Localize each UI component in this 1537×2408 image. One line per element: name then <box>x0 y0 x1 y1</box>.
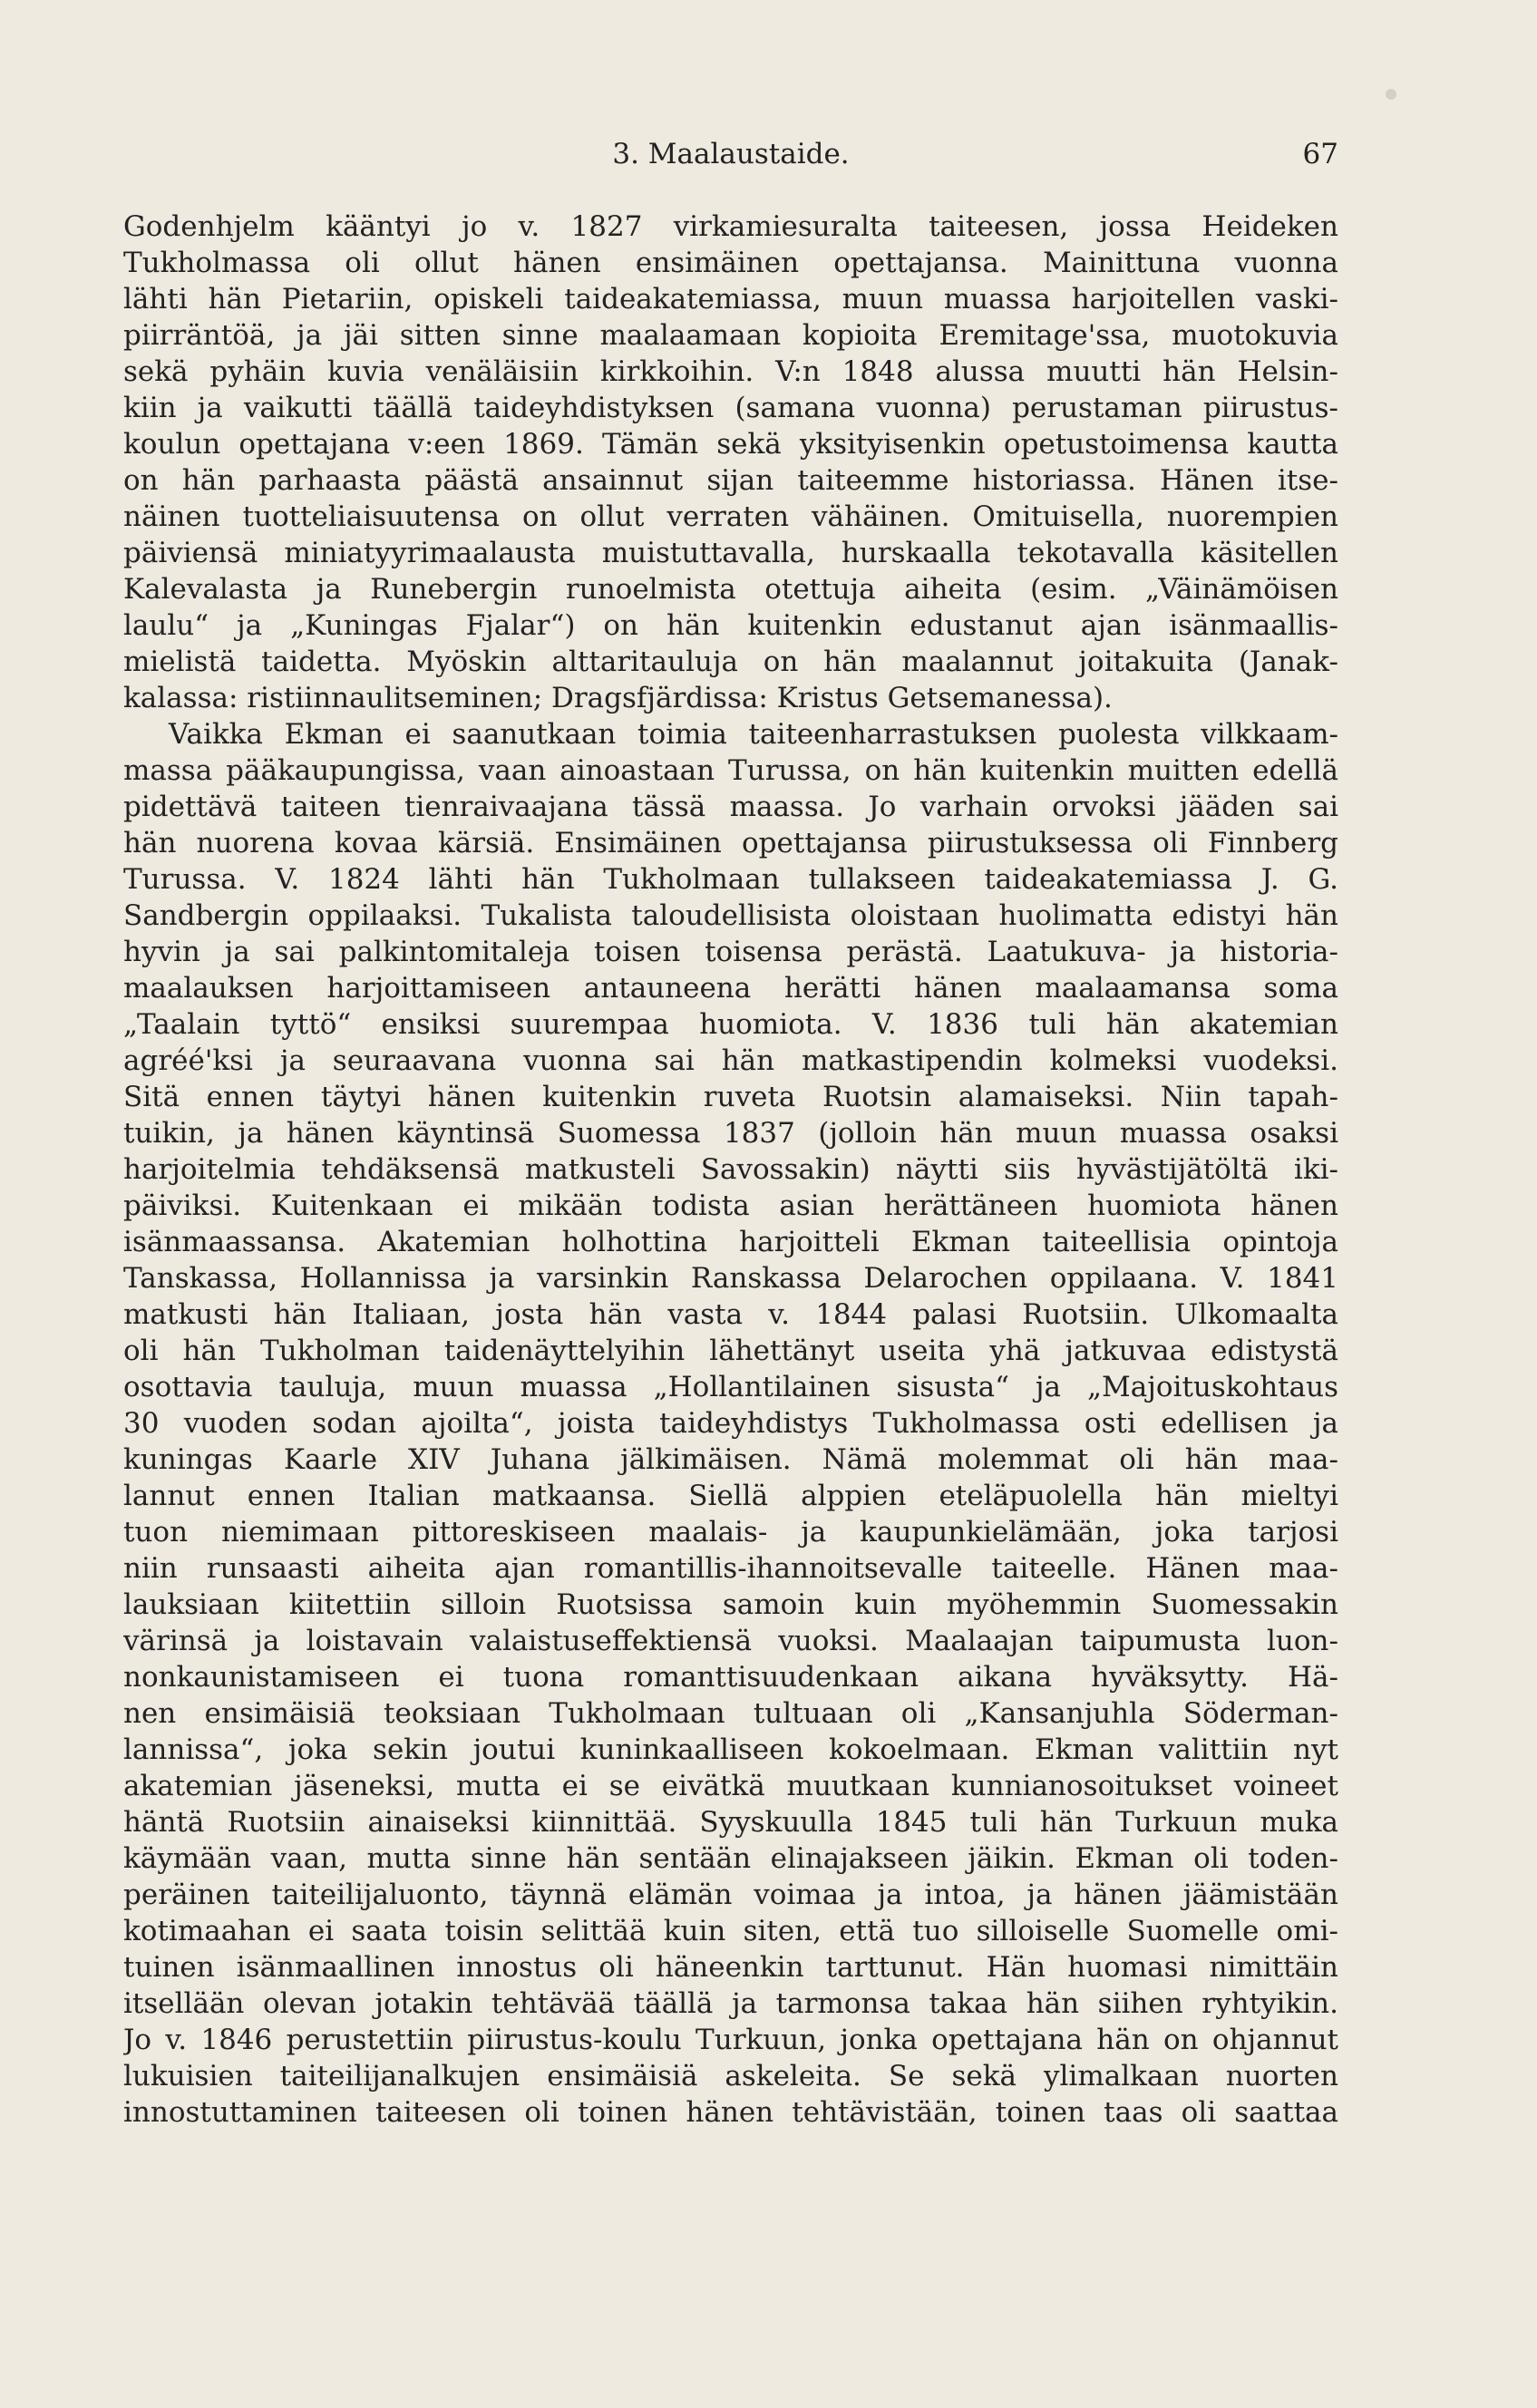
text-line: käymään vaan, mutta sinne hän sentään elinajakseen jäikin. Ekman oli toden- <box>123 1842 1338 1875</box>
text-line: näinen tuotteliaisuutensa on ollut verraten vähäinen. Omituisella, nuorempien <box>123 500 1338 533</box>
text-line: niin runsaasti aiheita ajan romantillis-ihannoitsevalle taiteelle. Hänen maa- <box>123 1552 1338 1585</box>
text-line: Tanskassa, Hollannissa ja varsinkin Ranskassa Delarochen oppilaana. V. 1841 <box>123 1262 1338 1295</box>
text-line: päiviensä miniatyyrimaalausta muistuttavalla, hurskaalla tekotavalla käsitellen <box>123 537 1338 569</box>
text-line: häntä Ruotsiin ainaiseksi kiinnittää. Syyskuulla 1845 tuli hän Turkuun muka <box>123 1806 1338 1839</box>
text-line: agréé'ksi ja seuraavana vuonna sai hän matkastipendin kolmeksi vuodeksi. <box>123 1044 1338 1077</box>
text-line: innostuttaminen taiteesen oli toinen hänen tehtävistään, toinen taas oli saattaa <box>123 2096 1338 2129</box>
paper-speck <box>1386 89 1396 100</box>
text-line: matkusti hän Italiaan, josta hän vasta v. 1844 palasi Ruotsiin. Ulkomaalta <box>123 1298 1338 1331</box>
running-head <box>123 138 1338 178</box>
text-line: „Taalain tyttö“ ensiksi suurempaa huomiota. V. 1836 tuli hän akatemian <box>123 1008 1338 1041</box>
text-line: 30 vuoden sodan ajoilta“, joista taideyhdistys Tukholmassa osti edellisen ja <box>123 1407 1338 1440</box>
text-line: lukuisien taiteilijanalkujen ensimäisiä askeleita. Se sekä ylimalkaan nuorten <box>123 2060 1338 2092</box>
text-line: osottavia tauluja, muun muassa „Hollantilainen sisusta“ ja „Majoituskohtaus <box>123 1371 1338 1403</box>
text-line: nonkaunistamiseen ei tuona romanttisuudenkaan aikana hyväksytty. Hä- <box>123 1661 1338 1694</box>
text-line: Kalevalasta ja Runebergin runoelmista otettuja aiheita (esim. „Väinämöisen <box>123 573 1338 606</box>
text-line: lannut ennen Italian matkaansa. Siellä alppien eteläpuolella hän mieltyi <box>123 1480 1338 1512</box>
text-line: Tukholmassa oli ollut hänen ensimäinen opettajansa. Mainittuna vuonna <box>123 247 1338 279</box>
chapter-title: 3. Maalaustaide. <box>612 138 850 170</box>
text-line: koulun opettajana v:een 1869. Tämän sekä yksityisenkin opetustoimensa kautta <box>123 428 1338 461</box>
text-line: massa pääkaupungissa, vaan ainoastaan Turussa, on hän kuitenkin muitten edellä <box>123 754 1338 787</box>
text-line: pidettävä taiteen tienraivaajana tässä maassa. Jo varhain orvoksi jääden sai <box>123 791 1338 823</box>
text-line: nen ensimäisiä teoksiaan Tukholmaan tultuaan oli „Kansanjuhla Söderman- <box>123 1697 1338 1730</box>
text-line: Vaikka Ekman ei saanutkaan toimia taiteenharrastuksen puolesta vilkkaam- <box>169 718 1338 751</box>
text-line: isänmaassansa. Akatemian holhottina harjoitteli Ekman taiteellisia opintoja <box>123 1226 1338 1258</box>
text-line: oli hän Tukholman taidenäyttelyihin lähettänyt useita yhä jatkuvaa edistystä <box>123 1335 1338 1367</box>
text-line: tuinen isänmaallinen innostus oli häneenkin tarttunut. Hän huomasi nimittäin <box>123 1951 1338 1984</box>
text-line: sekä pyhäin kuvia venäläisiin kirkkoihin. V:n 1848 alussa muutti hän Helsin- <box>123 355 1338 388</box>
text-line: kotimaahan ei saata toisin selittää kuin siten, että tuo silloiselle Suomelle omi- <box>123 1915 1338 1947</box>
text-line: itsellään olevan jotakin tehtävää täällä ja tarmonsa takaa hän siihen ryhtyikin. <box>123 1987 1338 2020</box>
text-line: Sitä ennen täytyi hänen kuitenkin ruveta Ruotsin alamaiseksi. Niin tapah- <box>123 1081 1338 1113</box>
text-line: piirräntöä, ja jäi sitten sinne maalaamaan kopioita Eremitage'ssa, muotokuvia <box>123 319 1338 352</box>
text-line: peräinen taiteilijaluonto, täynnä elämän voimaa ja intoa, ja hänen jäämistään <box>123 1879 1338 1911</box>
text-line: Turussa. V. 1824 lähti hän Tukholmaan tullakseen taideakatemiassa J. G. <box>123 863 1338 896</box>
text-line: tuikin, ja hänen käyntinsä Suomessa 1837 (jolloin hän muun muassa osaksi <box>123 1117 1338 1150</box>
text-line: on hän parhaasta päästä ansainnut sijan taiteemme historiassa. Hänen itse- <box>123 464 1338 497</box>
text-line: päiviksi. Kuitenkaan ei mikään todista asian herättäneen huomiota hänen <box>123 1189 1338 1222</box>
text-line: värinsä ja loistavain valaistuseffektiensä vuoksi. Maalaajan taipumusta luon- <box>123 1625 1338 1657</box>
text-line: mielistä taidetta. Myöskin alttaritauluja on hän maalannut joitakuita (Janak- <box>123 646 1338 678</box>
text-line: lauksiaan kiitettiin silloin Ruotsissa samoin kuin myöhemmin Suomessakin <box>123 1588 1338 1621</box>
text-line: kalassa: ristiinnaulitseminen; Dragsfjärdissa: Kristus Getsemanessa). <box>123 682 1113 714</box>
text-line: hän nuorena kovaa kärsiä. Ensimäinen opettajansa piirustuksessa oli Finnberg <box>123 827 1338 859</box>
text-line: tuon niemimaan pittoreskiseen maalais- ja kaupunkielämään, joka tarjosi <box>123 1516 1338 1549</box>
text-line: Godenhjelm kääntyi jo v. 1827 virkamiesuralta taiteesen, jossa Heideken <box>123 210 1338 243</box>
text-line: akatemian jäseneksi, mutta ei se eivätkä muutkaan kunnianosoitukset voineet <box>123 1770 1338 1802</box>
text-line: lannissa“, joka sekin joutui kuninkaalliseen kokoelmaan. Ekman valittiin nyt <box>123 1733 1338 1766</box>
page-number: 67 <box>1302 138 1338 170</box>
body-text <box>123 209 1338 2131</box>
text-line: Jo v. 1846 perustettiin piirustus-koulu Turkuun, jonka opettajana hän on ohjannut <box>123 2024 1338 2056</box>
text-line: maalauksen harjoittamiseen antauneena herätti hänen maalaamansa soma <box>123 972 1338 1005</box>
text-line: kuningas Kaarle XIV Juhana jälkimäisen. Nämä molemmat oli hän maa- <box>123 1443 1338 1476</box>
text-line: lähti hän Pietariin, opiskeli taideakatemiassa, muun muassa harjoitellen vaski- <box>123 283 1338 316</box>
text-line: laulu“ ja „Kuningas Fjalar“) on hän kuitenkin edustanut ajan isänmaallis- <box>123 609 1338 642</box>
text-line: hyvin ja sai palkintomitaleja toisen toisensa perästä. Laatukuva- ja historia- <box>123 936 1338 968</box>
text-line: Sandbergin oppilaaksi. Tukalista taloudellisista oloistaan huolimatta edistyi hän <box>123 899 1338 932</box>
text-line: harjoitelmia tehdäksensä matkusteli Savossakin) näytti siis hyvästijätöltä iki- <box>123 1153 1338 1186</box>
text-line: kiin ja vaikutti täällä taideyhdistyksen (samana vuonna) perustaman piirustus- <box>123 392 1338 424</box>
